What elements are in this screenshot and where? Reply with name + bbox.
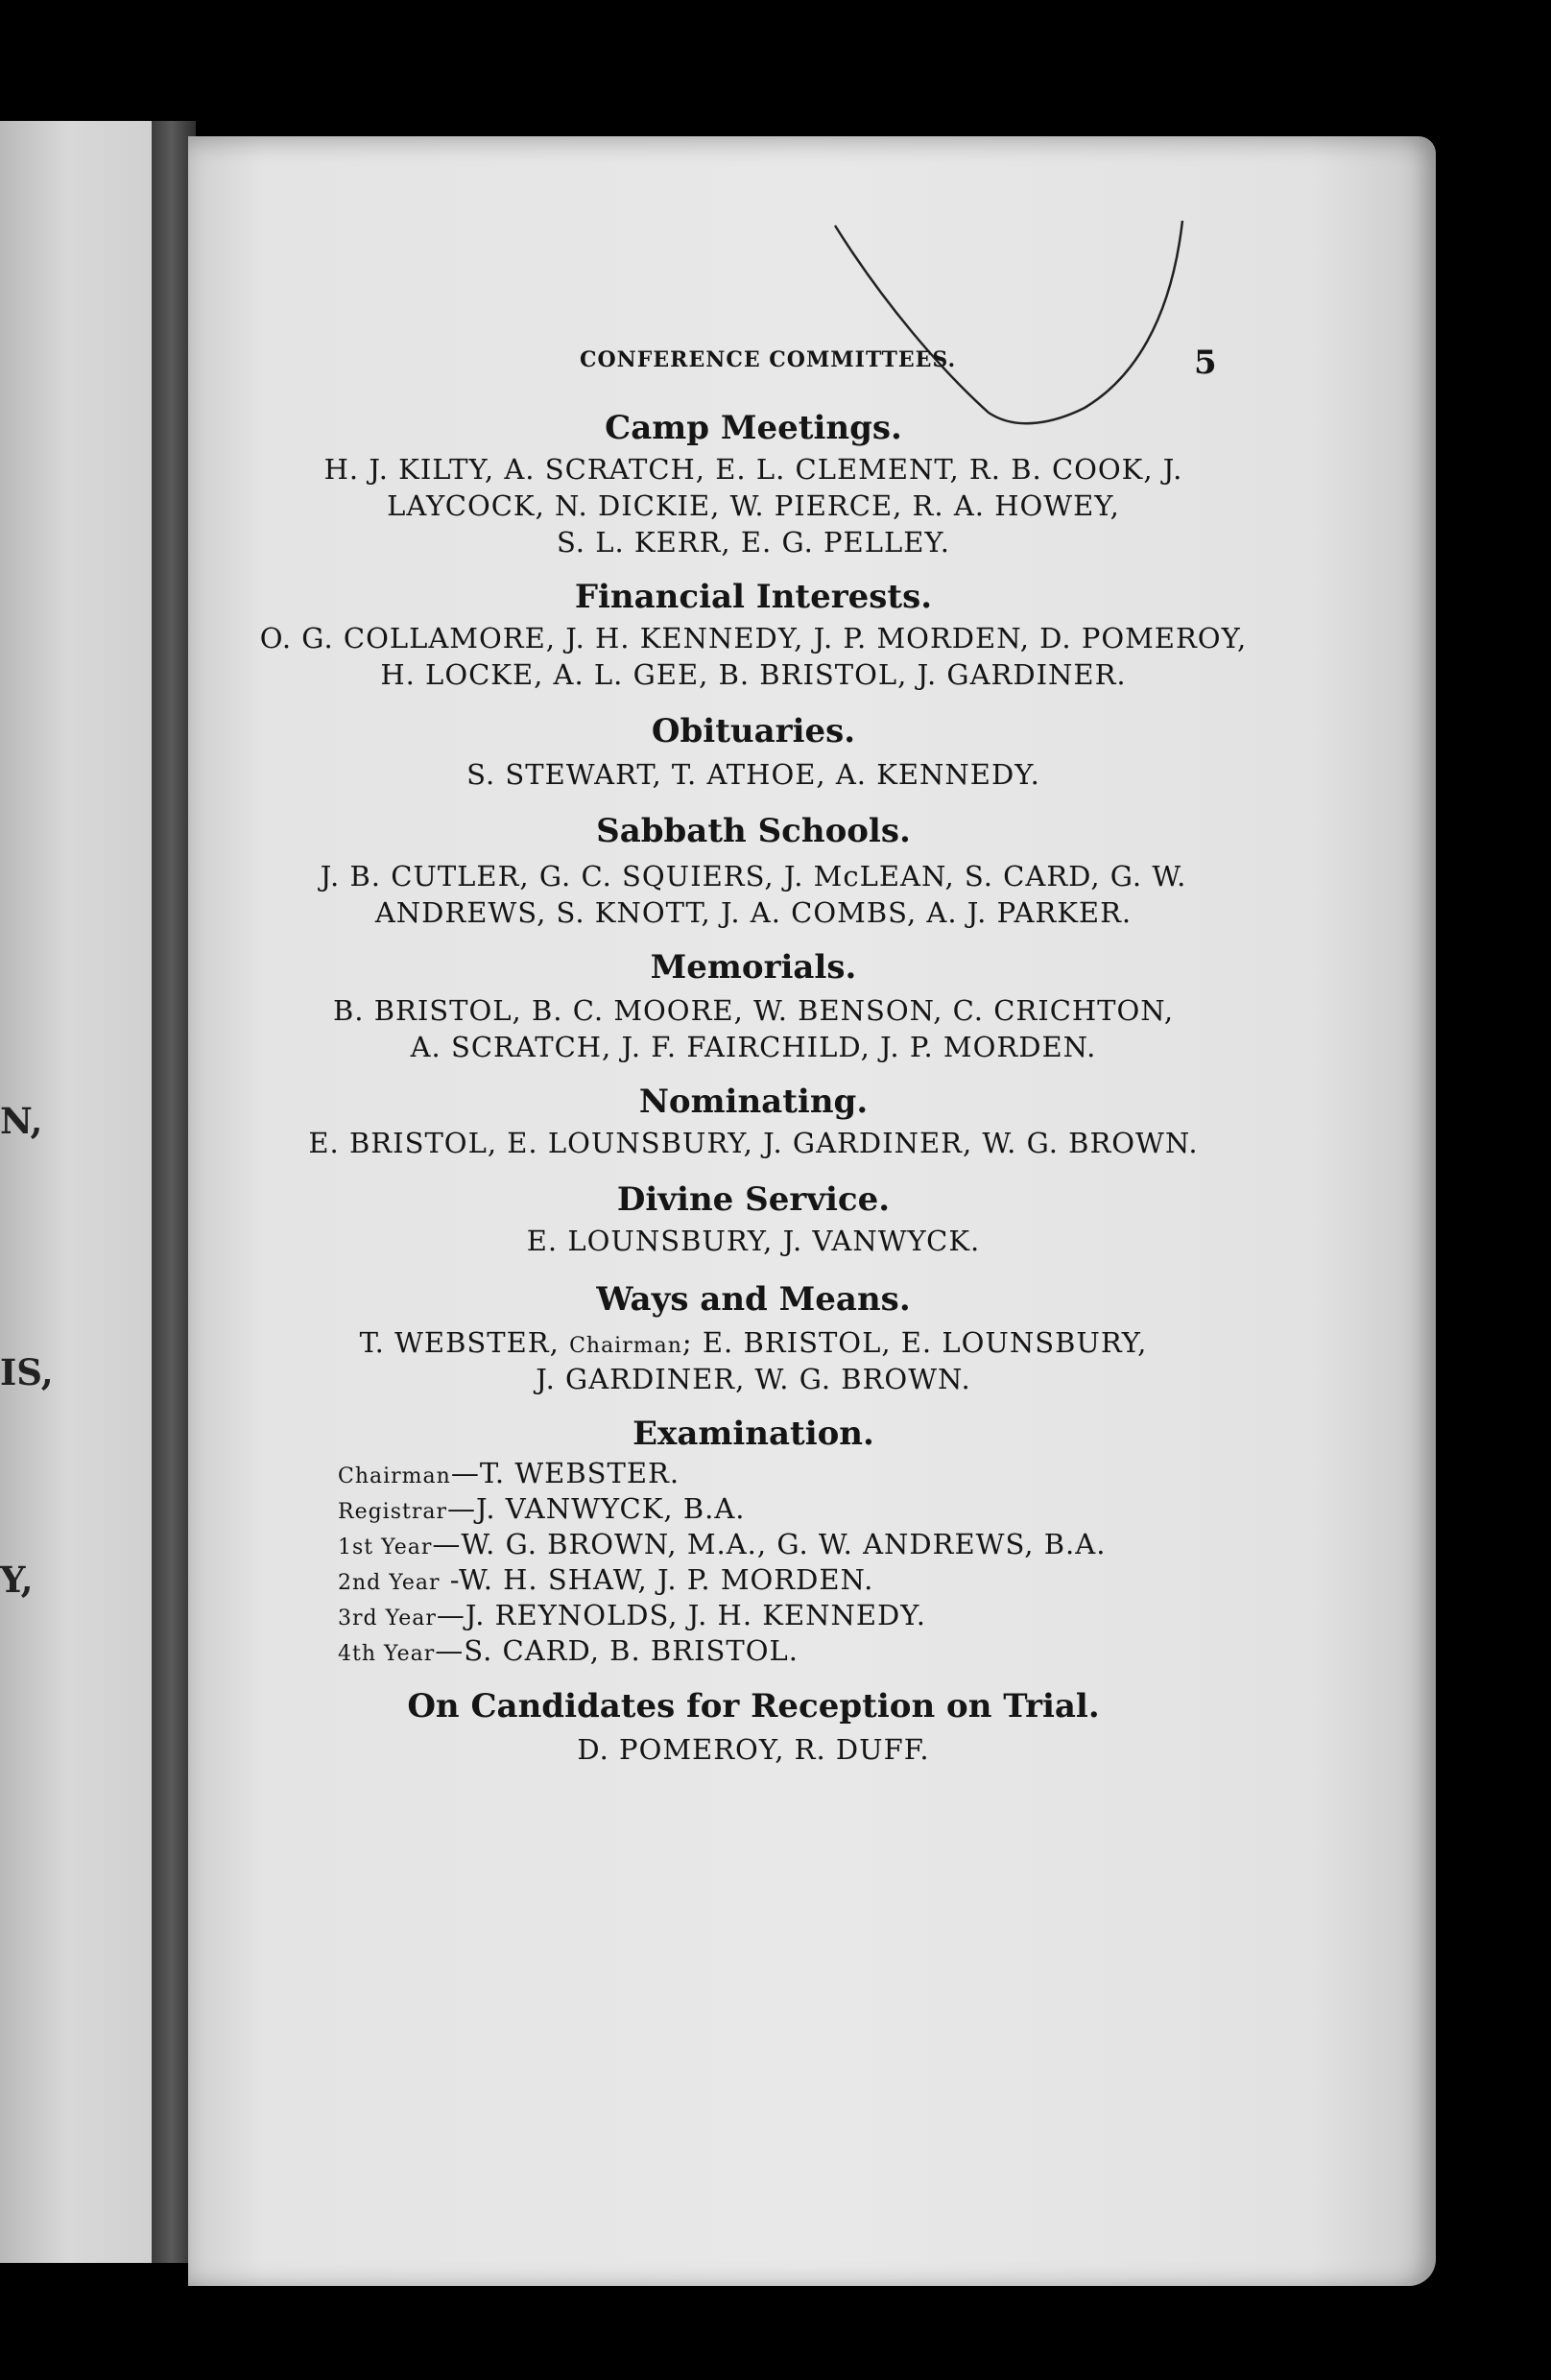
section-heading-camp-meetings: Camp Meetings. bbox=[605, 409, 902, 447]
committee-members-line: J. B. CUTLER, G. C. SQUIERS, J. McLEAN, S. CARD, G. W. bbox=[320, 860, 1187, 892]
committee-members-line: S. STEWART, T. ATHOE, A. KENNEDY. bbox=[466, 758, 1040, 791]
section-heading-divine-service: Divine Service. bbox=[616, 1180, 891, 1219]
committee-members-line: A. SCRATCH, J. F. FAIRCHILD, J. P. MORDEN. bbox=[410, 1031, 1097, 1063]
section-heading-sabbath-schools: Sabbath Schools. bbox=[596, 812, 911, 850]
member-names: ; E. BRISTOL, E. LOUNSBURY, bbox=[681, 1326, 1148, 1359]
committee-members-line: J. GARDINER, W. G. BROWN. bbox=[536, 1363, 971, 1395]
section-heading-ways-and-means: Ways and Means. bbox=[596, 1280, 911, 1319]
committee-members-line: O. G. COLLAMORE, J. H. KENNEDY, J. P. MORDEN, D. POMEROY, bbox=[259, 622, 1248, 654]
examination-entry bbox=[338, 1599, 926, 1631]
section-heading-nominating: Nominating. bbox=[638, 1083, 869, 1121]
exam-role: Registrar bbox=[338, 1500, 447, 1524]
exam-separator: — bbox=[446, 1492, 476, 1525]
member-name: T. WEBSTER, bbox=[359, 1326, 560, 1359]
exam-separator: — bbox=[435, 1634, 465, 1667]
exam-names: W. G. BROWN, M.A., G. W. ANDREWS, B.A. bbox=[461, 1528, 1107, 1560]
member-role: Chairman bbox=[569, 1334, 682, 1358]
committee-members-line: B. BRISTOL, B. C. MOORE, W. BENSON, C. CRICHTON, bbox=[332, 994, 1175, 1027]
previous-page-fragment: Y, bbox=[0, 1559, 34, 1601]
exam-names: W. H. SHAW, J. P. MORDEN. bbox=[458, 1563, 874, 1596]
examination-entry bbox=[338, 1563, 873, 1596]
exam-role: 3rd Year bbox=[338, 1606, 437, 1630]
committee-members-line bbox=[192, 1326, 1315, 1359]
exam-role: 2nd Year bbox=[338, 1571, 441, 1595]
previous-page-fragment: N, bbox=[0, 1100, 43, 1142]
examination-entry bbox=[338, 1528, 1106, 1560]
exam-names: S. CARD, B. BRISTOL. bbox=[464, 1634, 799, 1667]
section-heading-candidates-reception: On Candidates for Reception on Trial. bbox=[407, 1687, 1100, 1726]
running-head-title: CONFERENCE COMMITTEES. bbox=[580, 347, 957, 372]
committee-members-line: S. L. KERR, E. G. PELLEY. bbox=[556, 526, 951, 559]
exam-names: T. WEBSTER. bbox=[479, 1457, 680, 1489]
section-heading-obituaries: Obituaries. bbox=[651, 712, 856, 750]
committee-members-line: E. BRISTOL, E. LOUNSBURY, J. GARDINER, W. G. BROWN. bbox=[308, 1127, 1199, 1159]
examination-entry bbox=[338, 1457, 680, 1489]
exam-role: 4th Year bbox=[338, 1642, 436, 1666]
exam-role: Chairman bbox=[338, 1464, 451, 1488]
pencil-annotation bbox=[825, 216, 1190, 437]
exam-separator: — bbox=[436, 1599, 465, 1631]
previous-page-edge bbox=[0, 121, 168, 2263]
page-number: 5 bbox=[1194, 344, 1217, 382]
committee-members-line: H. J. KILTY, A. SCRATCH, E. L. CLEMENT, R. B. COOK, J. bbox=[323, 453, 1183, 486]
exam-names: J. VANWYCK, B.A. bbox=[475, 1492, 746, 1525]
section-heading-examination: Examination. bbox=[632, 1415, 874, 1453]
committee-members-line: D. POMEROY, R. DUFF. bbox=[577, 1733, 930, 1766]
committee-members-line: H. LOCKE, A. L. GEE, B. BRISTOL, J. GARDINER. bbox=[380, 658, 1127, 691]
exam-separator: — bbox=[450, 1457, 480, 1489]
committee-members-line: E. LOUNSBURY, J. VANWYCK. bbox=[526, 1225, 981, 1257]
exam-names: J. REYNOLDS, J. H. KENNEDY. bbox=[465, 1599, 926, 1631]
exam-separator: — bbox=[432, 1528, 462, 1560]
committee-members-line: ANDREWS, S. KNOTT, J. A. COMBS, A. J. PARKER. bbox=[374, 896, 1133, 929]
exam-role: 1st Year bbox=[338, 1535, 433, 1559]
section-heading-memorials: Memorials. bbox=[650, 948, 857, 987]
examination-entry bbox=[338, 1492, 746, 1525]
exam-separator: - bbox=[440, 1563, 459, 1596]
section-heading-financial-interests: Financial Interests. bbox=[574, 578, 933, 616]
previous-page-fragment: IS, bbox=[0, 1351, 54, 1393]
committee-members-line: LAYCOCK, N. DICKIE, W. PIERCE, R. A. HOWEY, bbox=[387, 489, 1120, 522]
examination-entry bbox=[338, 1634, 799, 1667]
